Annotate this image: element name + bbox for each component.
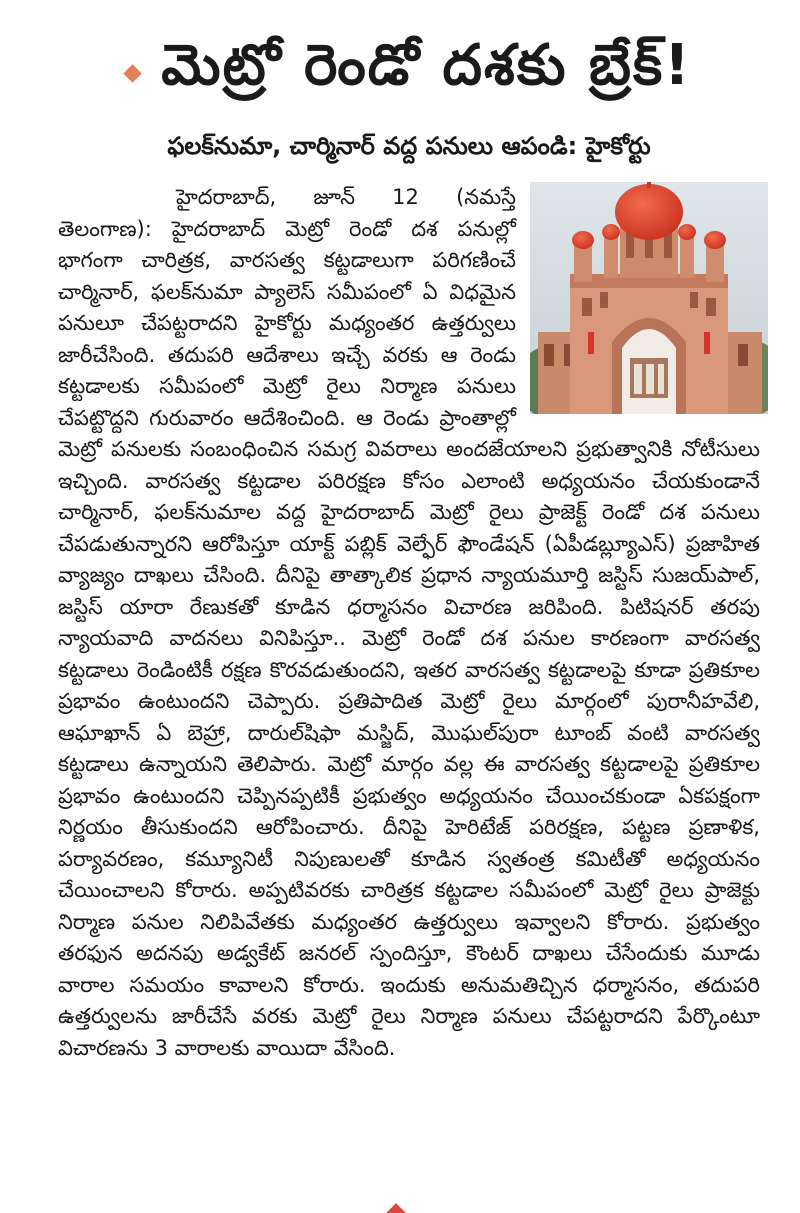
high-court-building-illustration [530,182,768,414]
diamond-bullet-icon [124,64,142,82]
bottom-diamond-mark [378,1200,414,1213]
headline: మెట్రో రెండో దశకు బ్రేక్! [161,33,692,98]
article-body-wrap [58,182,760,1064]
high-court-building-photo [530,182,768,414]
article-paragraph: హైదరాబాద్, జూన్ 12 (నమస్తే తెలంగాణ): హైదరాబాద్ మెట్రో రెండో దశ పనుల్లో భాగంగా చారిత్రక, వారసత్వ కట్టడాలుగా పరిగణించే చార్మినార్, ఫలక్‌నుమా ప్యాలెస్ సమీపంలో ఏ విధమైన పనులూ చేపట్టరాదని హైకోర్టు మధ్యంతర ఉత్తర్వులు జారీచేసింది. తదుపరి ఆదేశాలు ఇచ్చే వరకు ఆ రెండు కట్టడాలకు సమీపంలో మెట్రో రైలు నిర్మాణ పనులు చేపట్టొద్దని గురువారం ఆదేశించింది. ఆ రెండు ప్రాంతాల్లో మెట్రో పనులకు సంబంధించిన సమగ్ర వివరాలు అందజేయాలని ప్రభుత్వానికి నోటీసులు ఇచ్చింది. వారసత్వ కట్టడాల పరిరక్షణ కోసం ఎలాంటి అధ్యయనం చేయకుండానే చార్మినార్, ఫలక్‌నుమాల వద్ద హైదరాబాద్ మెట్రో రైలు ప్రాజెక్ట్ రెండో దశ పనులు చేపడుతున్నారని ఆరోపిస్తూ యాక్ట్ పబ్లిక్ వెల్ఫేర్ ఫౌండేషన్ (ఏపీడబ్ల్యూఎస్) ప్రజాహిత వ్యాజ్యం దాఖలు చేసింది. దీనిపై తాత్కాలిక ప్రధాన న్యాయమూర్తి జస్టిస్ సుజయ్‌పాల్, జస్టిస్ యారా రేణుకతో కూడిన ధర్మాసనం విచారణ జరిపింది. పిటిషనర్ తరపు న్యాయవాది వాదనలు వినిపిస్తూ.. మెట్రో రెండో దశ పనుల కారణంగా వారసత్వ కట్టడాలు రెండింటికీ రక్షణ కొరవడుతుందని, ఇతర వారసత్వ కట్టడాలపై కూడా ప్రతికూల ప్రభావం ఉంటుందని చెప్పారు. ప్రతిపాదిత మెట్రో రైలు మార్గంలో పురానీహవేలి, ఆఘాఖాన్ ఏ బెహ్రా, దారుల్‌షిఫా మస్జిద్, మొఘల్‌పురా టూంబ్ వంటి వారసత్వ కట్టడాలు ఉన్నాయని తెలిపారు. మెట్రో మార్గం వల్ల ఈ వారసత్వ కట్టడాలపై ప్రతికూల ప్రభావం ఉంటుందని చెప్పినప్పటికీ ప్రభుత్వం అధ్యయనం చేయించకుండా ఏకపక్షంగా నిర్ణయం తీసుకుందని ఆరోపించారు. దీనిపై హెరిటేజ్ పరిరక్షణ, పట్టణ ప్రణాళిక, పర్యావరణం, కమ్యూనిటీ నిపుణులతో కూడిన స్వతంత్ర కమిటీతో అధ్యయనం చేయించాలని కోరారు. అప్పటివరకు చారిత్రక కట్టడాల సమీపంలో మెట్రో రైలు ప్రాజెక్టు నిర్మాణ పనుల నిలిపివేతకు మధ్యంతర ఉత్తర్వులు ఇవ్వాలని కోరారు. ప్రభుత్వం తరఫున అదనపు అడ్వకేట్ జనరల్ స్పందిస్తూ, కౌంటర్ దాఖలు చేసేందుకు మూడు వారాల సమయం కావాలని కోరారు. ఇందుకు అనుమతిచ్చిన ధర్మాసనం, తదుపరి ఉత్తర్వులను జారీచేసే వరకు మెట్రో రైలు నిర్మాణ పనులు చేపట్టరాదని పేర్కొంటూ విచారణను 3 వారాలకు వాయిదా వేసింది. [58,185,760,1060]
headline-row [58,18,760,114]
subheadline: ఫలక్‌నుమా, చార్మినార్ వద్ద పనులు ఆపండి: హైకోర్టు [167,132,651,160]
